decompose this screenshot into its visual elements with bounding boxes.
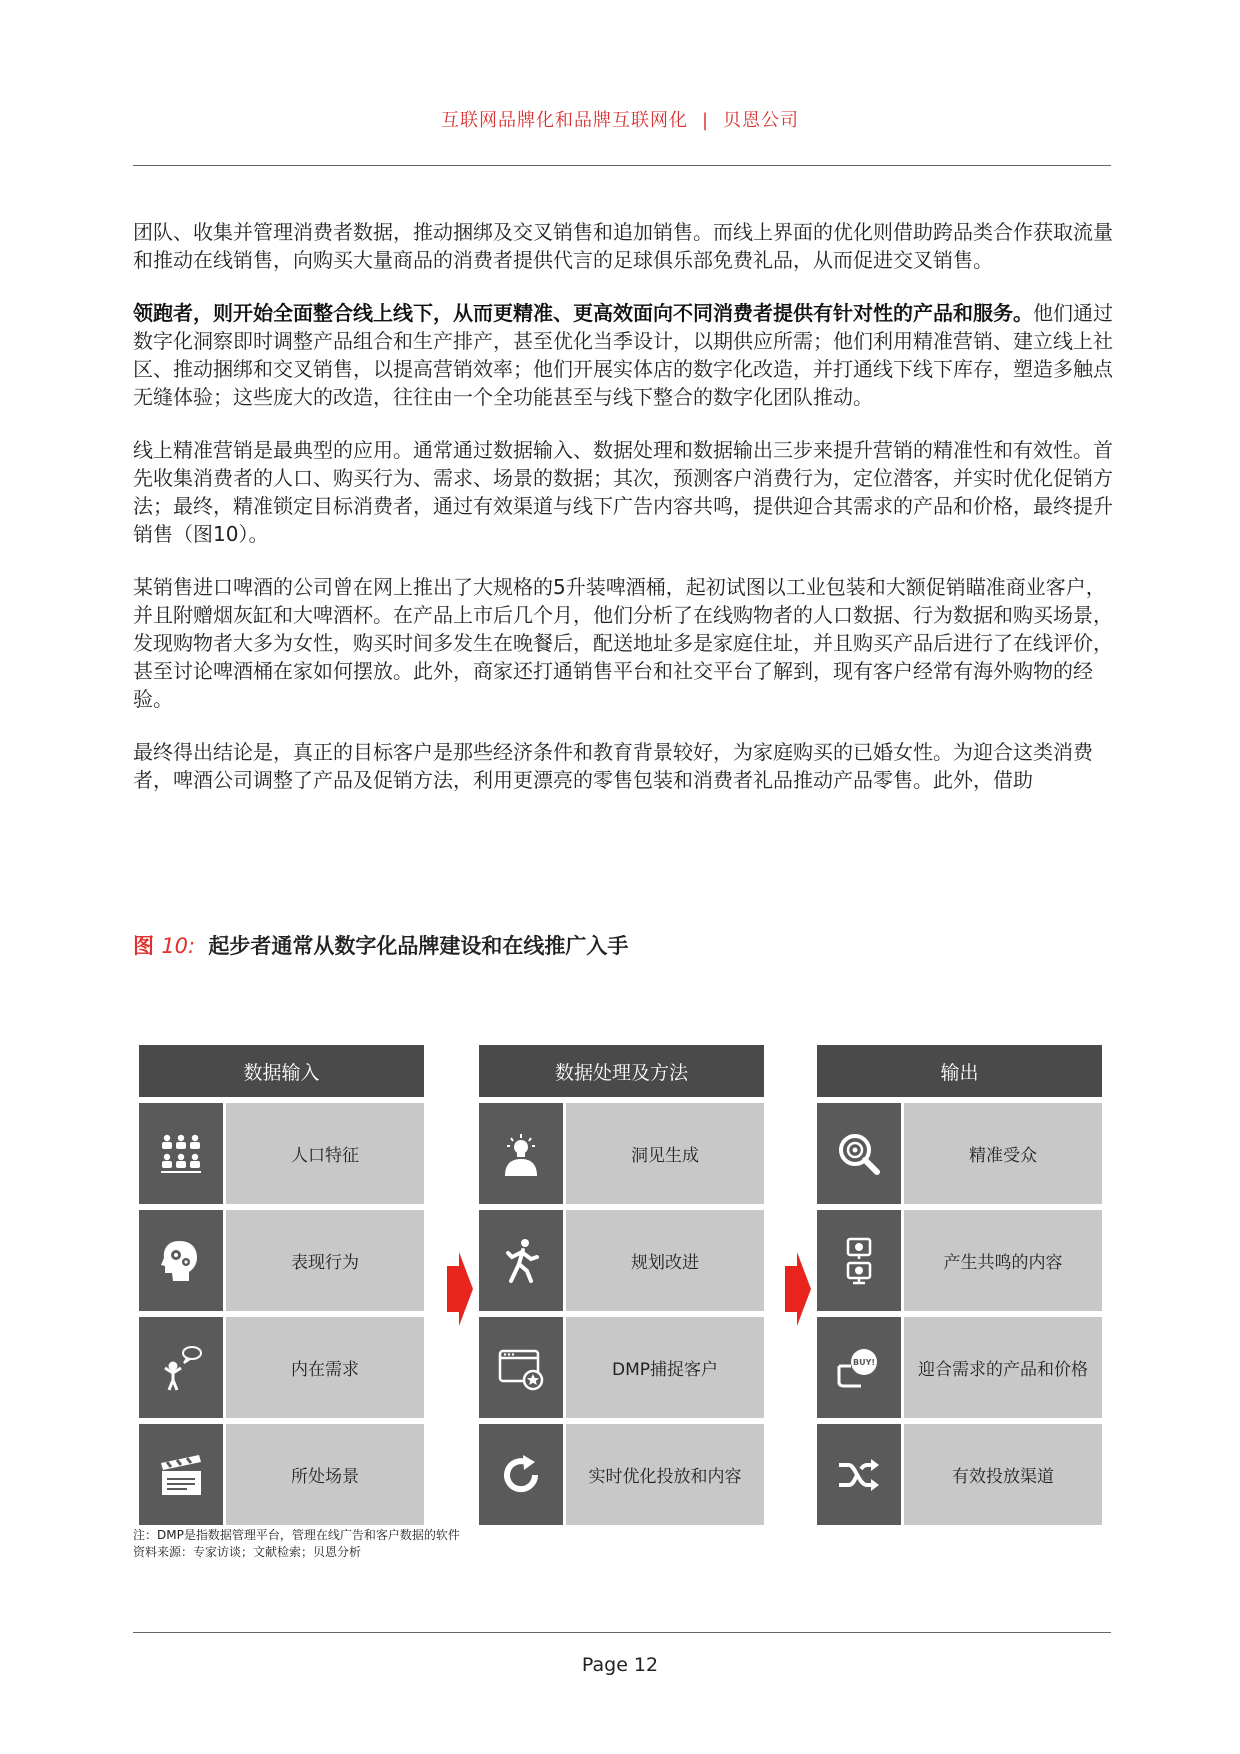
flow-item-label: 迎合需求的产品和价格 xyxy=(904,1317,1102,1418)
ad-monitors-icon xyxy=(817,1210,901,1311)
person-speech-icon xyxy=(139,1317,223,1418)
buy-badge-icon xyxy=(817,1317,901,1418)
flow-item xyxy=(139,1317,424,1418)
flow-item xyxy=(479,1424,764,1525)
paragraph-1: 团队、收集并管理消费者数据，推动捆绑及交叉销售和追加销售。而线上界面的优化则借助跨品类合作获取流量和推动在线销售，向购买大量商品的消费者提供代言的足球俱乐部免费礼品，从而促进交叉销售。 xyxy=(133,220,1113,272)
running-person-icon xyxy=(479,1210,563,1311)
running-header xyxy=(0,106,1240,132)
paragraph-2 xyxy=(133,299,1113,411)
paragraph-2-bold: 领跑者，则开始全面整合线上线下，从而更精准、更高效面向不同消费者提供有针对性的产品和服务。 xyxy=(133,301,1033,325)
flow-arrow-icon xyxy=(785,1252,811,1326)
flow-item-label: DMP捕捉客户 xyxy=(566,1317,764,1418)
target-search-icon xyxy=(817,1103,901,1204)
column-output xyxy=(817,1045,1102,1531)
flow-item xyxy=(139,1424,424,1525)
header-separator: | xyxy=(701,110,710,131)
people-group-icon xyxy=(139,1103,223,1204)
column-data-input xyxy=(139,1045,424,1531)
person-lightbulb-icon xyxy=(479,1103,563,1204)
flow-item xyxy=(479,1103,764,1204)
page-number: Page 12 xyxy=(581,1654,659,1676)
figure-label: 图 xyxy=(133,934,154,958)
flow-item-label: 有效投放渠道 xyxy=(904,1424,1102,1525)
svg-text:BUY!: BUY! xyxy=(852,1357,876,1367)
figure-notes xyxy=(133,1527,460,1561)
flow-item-label: 产生共鸣的内容 xyxy=(904,1210,1102,1311)
flow-item-label: 实时优化投放和内容 xyxy=(566,1424,764,1525)
column-header: 数据输入 xyxy=(139,1045,424,1097)
flow-item-label: 精准受众 xyxy=(904,1103,1102,1204)
figure-number: 10: xyxy=(161,934,196,958)
flow-item-label: 人口特征 xyxy=(226,1103,424,1204)
paragraph-2-rest: 他们通过数字化洞察即时调整产品组合和生产排产，甚至优化当季设计，以期供应所需；他们利用精准营销、建立线上社区、推动捆绑和交叉销售，以提高营销效率；他们开展实体店的数字化改造，并打通线下线下库存，塑造多触点无缝体验；这些庞大的改造，往往由一个全功能甚至与线下整合的数字化团队推动。 xyxy=(133,301,1113,409)
flow-arrow-icon xyxy=(447,1252,473,1326)
figure-source: 资料来源：专家访谈；文献检索；贝恩分析 xyxy=(133,1545,362,1559)
clapperboard-icon xyxy=(139,1424,223,1525)
refresh-icon xyxy=(479,1424,563,1525)
figure-title xyxy=(133,930,628,960)
column-header: 输出 xyxy=(817,1045,1102,1097)
flow-item xyxy=(817,1210,1102,1311)
flow-item xyxy=(817,1424,1102,1525)
head-gears-icon xyxy=(139,1210,223,1311)
flow-item xyxy=(139,1103,424,1204)
flow-item-label: 所处场景 xyxy=(226,1424,424,1525)
browser-star-icon xyxy=(479,1317,563,1418)
flow-item xyxy=(817,1317,1102,1418)
flow-item xyxy=(479,1317,764,1418)
figure-caption: 起步者通常从数字化品牌建设和在线推广入手 xyxy=(208,934,629,958)
footer-divider xyxy=(133,1632,1111,1633)
header-title: 互联网品牌化和品牌互联网化 xyxy=(440,110,688,131)
flow-item-label: 表现行为 xyxy=(226,1210,424,1311)
header-divider xyxy=(133,165,1111,166)
flow-item-label: 洞见生成 xyxy=(566,1103,764,1204)
header-company: 贝恩公司 xyxy=(723,110,800,131)
shuffle-icon xyxy=(817,1424,901,1525)
paragraph-4: 某销售进口啤酒的公司曾在网上推出了大规格的5升装啤酒桶，起初试图以工业包装和大额促销瞄准商业客户，并且附赠烟灰缸和大啤酒杯。在产品上市后几个月，他们分析了在线购物者的人口数据、行为数据和购买场景，发现购物者大多为女性，购买时间多发生在晚餐后，配送地址多是家庭住址，并且购买产品后进行了在线评价，甚至讨论啤酒桶在家如何摆放。此外，商家还打通销售平台和社交平台了解到，现有客户经常有海外购物的经验。 xyxy=(133,575,1113,711)
paragraph-5: 最终得出结论是，真正的目标客户是那些经济条件和教育背景较好，为家庭购买的已婚女性。为迎合这类消费者，啤酒公司调整了产品及促销方法，利用更漂亮的零售包装和消费者礼品推动产品零售。此外，借助 xyxy=(133,740,1093,792)
body-text xyxy=(133,218,1113,819)
flow-item-label: 规划改进 xyxy=(566,1210,764,1311)
column-data-processing xyxy=(479,1045,764,1531)
flow-item-label: 内在需求 xyxy=(226,1317,424,1418)
flow-item xyxy=(479,1210,764,1311)
column-header: 数据处理及方法 xyxy=(479,1045,764,1097)
flow-item xyxy=(139,1210,424,1311)
figure-note: 注：DMP是指数据管理平台，管理在线广告和客户数据的软件 xyxy=(133,1528,460,1542)
flow-item xyxy=(817,1103,1102,1204)
paragraph-3: 线上精准营销是最典型的应用。通常通过数据输入、数据处理和数据输出三步来提升营销的精准性和有效性。首先收集消费者的人口、购买行为、需求、场景的数据；其次，预测客户消费行为，定位潜客，并实时优化促销方法；最终，精准锁定目标消费者，通过有效渠道与线下广告内容共鸣，提供迎合其需求的产品和价格，最终提升销售（图10）。 xyxy=(133,438,1113,546)
